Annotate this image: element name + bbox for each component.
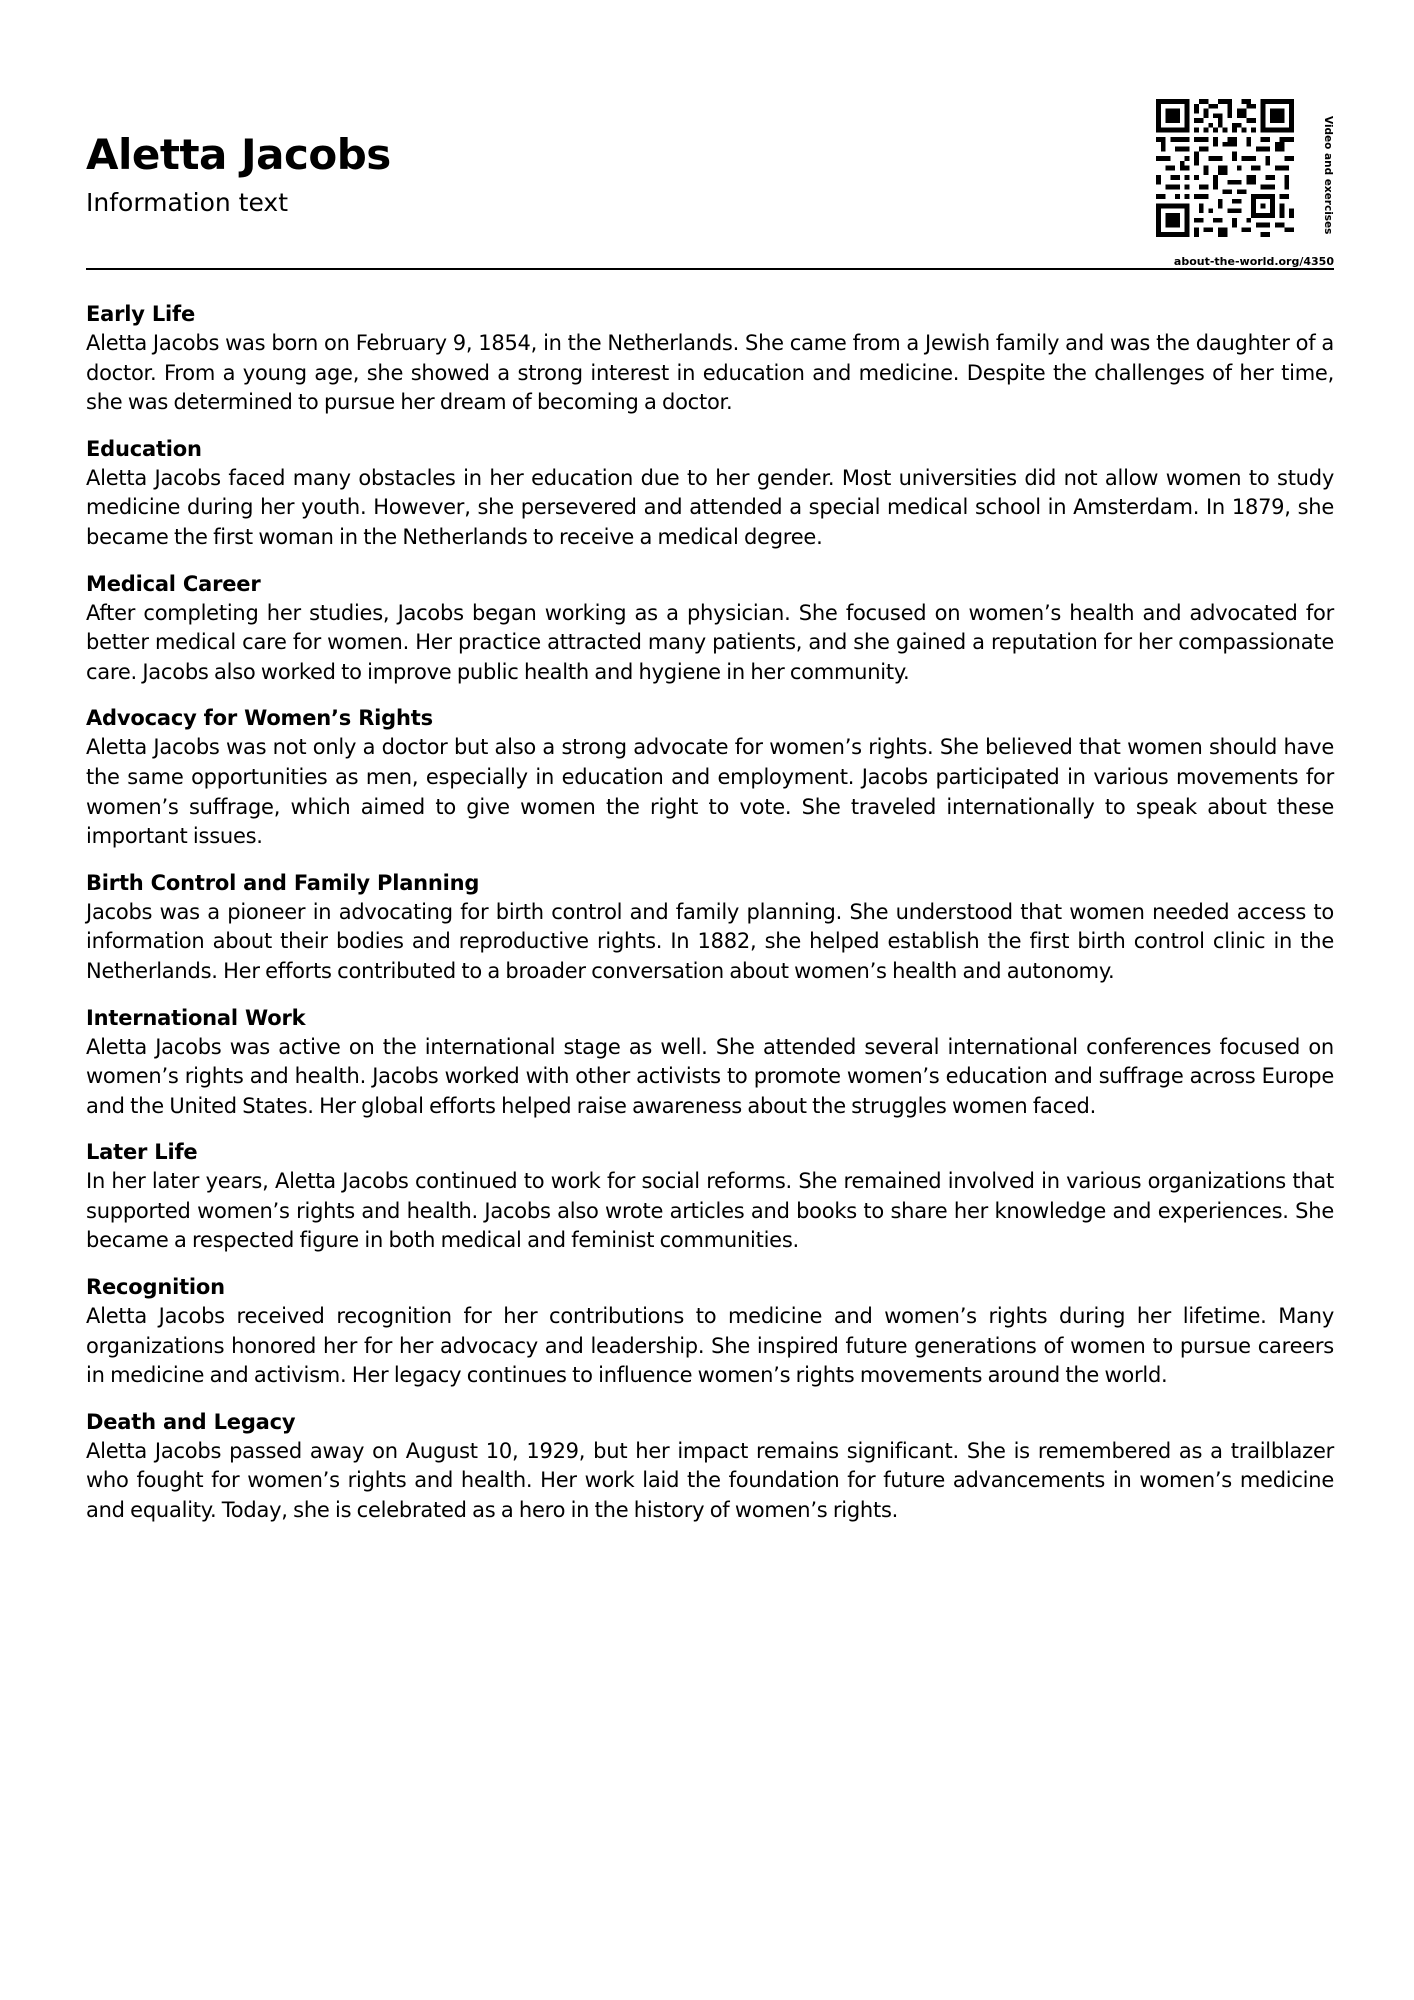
source-url[interactable]: about-the-world.org/4350 xyxy=(1173,255,1334,268)
section-later-life xyxy=(86,1138,1334,1256)
section-medical-career xyxy=(86,570,1334,688)
section-heading: Recognition xyxy=(86,1275,225,1300)
article-body xyxy=(86,300,1334,1543)
section-text: In her later years, Aletta Jacobs continued to work for social reforms. She remained involved in various organizations that supported women’s rights and health. Jacobs also wrote articles and books to share her knowledge and experiences. She became a respected figure in both medical and feminist communities. xyxy=(86,1169,1334,1253)
qr-caption: Video and exercises xyxy=(1322,116,1334,235)
section-text: Aletta Jacobs was born on February 9, 1854, in the Netherlands. She came from a Jewish family and was the daughter of a doctor. From a young age, she showed a strong interest in education and medicine. Despite the challenges of her time, she was determined to pursue her dream of becoming a doctor. xyxy=(86,331,1334,415)
section-international-work xyxy=(86,1004,1334,1122)
section-heading: Birth Control and Family Planning xyxy=(86,870,480,895)
section-education xyxy=(86,435,1334,553)
section-text: Aletta Jacobs faced many obstacles in her education due to her gender. Most universities did not allow women to study medicine during her youth. However, she persevered and attended a special medical school in Amsterdam. In 1879, she became the first woman in the Netherlands to receive a medical degree. xyxy=(86,465,1334,549)
section-text: Jacobs was a pioneer in advocating for birth control and family planning. She understood that women needed access to information about their bodies and reproductive rights. In 1882, she helped establish the first birth control clinic in the Netherlands. Her efforts contributed to a broader conversation about women’s health and autonomy. xyxy=(86,899,1334,983)
section-early-life xyxy=(86,300,1334,418)
section-text: Aletta Jacobs passed away on August 10, 1929, but her impact remains significant. She is remembered as a trailblazer who fought for women’s rights and health. Her work laid the foundation for future advancements in women’s medicine and equality. Today, she is celebrated as a hero in the history of women’s rights. xyxy=(86,1438,1334,1523)
section-text: Aletta Jacobs received recognition for her contributions to medicine and women’s rights during her lifetime. Many organizations honored her for her advocacy and leadership. She inspired future generations of women to pursue careers in medicine and activism. Her legacy continues to influence women’s rights movements around the world. xyxy=(86,1304,1334,1388)
section-text: Aletta Jacobs was active on the international stage as well. She attended several international conferences focused on women’s rights and health. Jacobs worked with other activists to promote women’s education and suffrage across Europe and the United States. Her global efforts helped raise awareness about the struggles women faced. xyxy=(86,1034,1334,1118)
section-text: Aletta Jacobs was not only a doctor but also a strong advocate for women’s rights. She believed that women should have the same opportunities as men, especially in education and employment. Jacobs participated in various movements for women’s suffrage, which aimed to give women the right to vote. She traveled internationally to speak about these important issues. xyxy=(86,735,1334,849)
section-heading: Death and Legacy xyxy=(86,1409,296,1434)
section-death-legacy xyxy=(86,1408,1334,1526)
section-text: After completing her studies, Jacobs began working as a physician. She focused on women’s health and advocated for better medical care for women. Her practice attracted many patients, and she gained a reputation for her compassionate care. Jacobs also worked to improve public health and hygiene in her community. xyxy=(86,600,1334,684)
section-heading: Medical Career xyxy=(86,571,261,596)
section-recognition xyxy=(86,1273,1334,1391)
section-heading: Advocacy for Women’s Rights xyxy=(86,706,433,731)
page-header xyxy=(86,0,1334,270)
page-subtitle: Information text xyxy=(86,188,289,217)
qr-code-icon[interactable] xyxy=(1156,98,1294,238)
page-title: Aletta Jacobs xyxy=(86,130,391,179)
section-advocacy xyxy=(86,704,1334,851)
section-heading: Early Life xyxy=(86,302,196,326)
section-heading: Later Life xyxy=(86,1140,198,1165)
section-heading: Education xyxy=(86,436,202,461)
section-birth-control xyxy=(86,869,1334,987)
section-heading: International Work xyxy=(86,1005,306,1030)
header-divider xyxy=(86,268,1334,270)
